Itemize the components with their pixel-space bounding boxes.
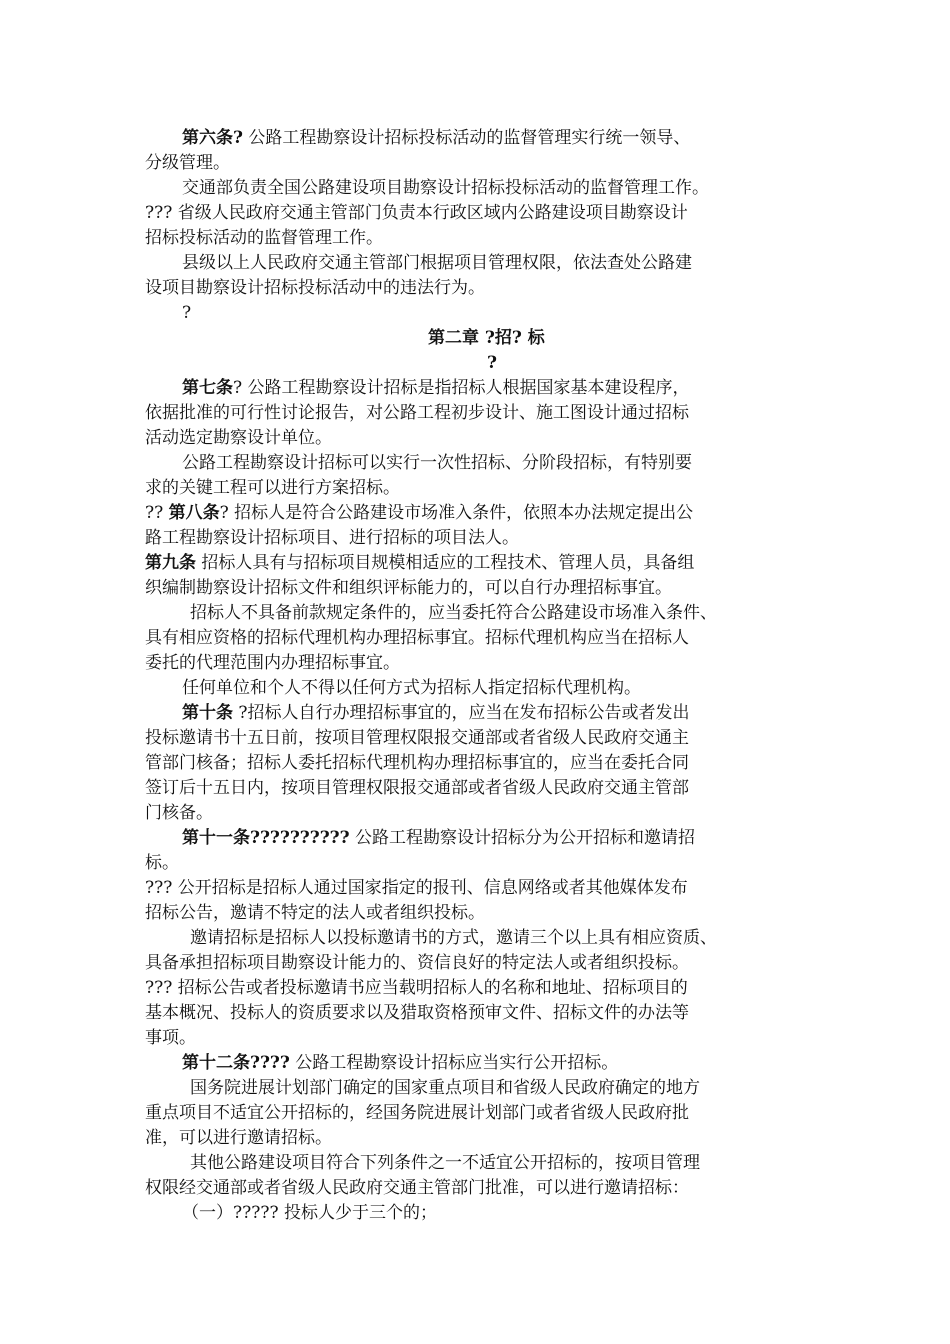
- chapter-heading-mark: ?: [487, 353, 497, 373]
- text-line: 设项目勘察设计招标投标活动中的违法行为。: [145, 278, 485, 298]
- article-8-heading: 第八条: [168, 503, 220, 523]
- text-line: 国务院进展计划部门确定的国家重点项目和省级人民政府确定的地方: [190, 1078, 700, 1098]
- text-line: 准，可以进行邀请招标。: [145, 1128, 332, 1148]
- article-10-heading: 第十条: [182, 703, 233, 723]
- text-line: 织编制勘察设计招标文件和组织评标能力的，可以自行办理招标事宜。: [145, 578, 672, 598]
- text-line: 交通部负责全国公路建设项目勘察设计招标投标活动的监督管理工作。: [182, 178, 709, 198]
- text-line: 县级以上人民政府交通主管部门根据项目管理权限，依法查处公路建: [182, 253, 692, 273]
- article-6-line-1: 第六条? 公路工程勘察设计招标投标活动的监督管理实行统一领导、: [182, 128, 691, 148]
- text-line: 招标公告，邀请不特定的法人或者组织投标。: [145, 903, 485, 923]
- text-line: 投标邀请书十五日前，按项目管理权限报交通部或者省级人民政府交通主: [145, 728, 689, 748]
- article-8-line-1: ?? 第八条? 招标人是符合公路建设市场准入条件，依照本办法规定提出公: [145, 503, 694, 523]
- list-item-1: （一）????? 投标人少于三个的；: [182, 1203, 437, 1223]
- article-7-line-1: 第七条? 公路工程勘察设计招标是指招标人根据国家基本建设程序，: [182, 378, 690, 398]
- text-line: 招标投标活动的监督管理工作。: [145, 228, 383, 248]
- text-line: 分级管理。: [145, 153, 230, 173]
- text-line: 权限经交通部或者省级人民政府交通主管部门批准，可以进行邀请招标：: [145, 1178, 689, 1198]
- text-line: 活动选定勘察设计单位。: [145, 428, 332, 448]
- text-line: 委托的代理范围内办理招标事宜。: [145, 653, 400, 673]
- chapter-2-heading: 第二章 ?招? 标: [428, 328, 545, 348]
- text-line: 招标人不具备前款规定条件的，应当委托符合公路建设市场准入条件、: [190, 603, 717, 623]
- text-line: 门核备。: [145, 803, 213, 823]
- article-11-heading: 第十一条??????????: [182, 828, 350, 848]
- text-line: 其他公路建设项目符合下列条件之一不适宜公开招标的，按项目管理: [190, 1153, 700, 1173]
- article-9-line-1: 第九条 招标人具有与招标项目规模相适应的工程技术、管理人员，具备组: [145, 553, 695, 573]
- text-line: 邀请招标是招标人以投标邀请书的方式，邀请三个以上具有相应资质、: [190, 928, 717, 948]
- article-11-line-1: 第十一条?????????? 公路工程勘察设计招标分为公开招标和邀请招: [182, 828, 696, 848]
- article-10-line-1: 第十条 ?招标人自行办理招标事宜的，应当在发布招标公告或者发出: [182, 703, 690, 723]
- text-line: 具有相应资格的招标代理机构办理招标事宜。招标代理机构应当在招标人: [145, 628, 689, 648]
- article-12-heading: 第十二条????: [182, 1053, 290, 1073]
- article-7-heading: 第七条: [182, 378, 233, 398]
- article-9-heading: 第九条: [145, 553, 196, 573]
- text-line: 任何单位和个人不得以任何方式为招标人指定招标代理机构。: [182, 678, 641, 698]
- text-line: 重点项目不适宜公开招标的，经国务院进展计划部门或者省级人民政府批: [145, 1103, 689, 1123]
- article-6-heading: 第六条?: [182, 128, 243, 148]
- text-line: ?: [182, 303, 192, 323]
- text-line: 基本概况、投标人的资质要求以及猎取资格预审文件、招标文件的办法等: [145, 1003, 689, 1023]
- text-line: 具备承担招标项目勘察设计能力的、资信良好的特定法人或者组织投标。: [145, 953, 689, 973]
- text-line: 事项。: [145, 1028, 196, 1048]
- text-line: 标。: [145, 853, 179, 873]
- text-line: ??? 省级人民政府交通主管部门负责本行政区域内公路建设项目勘察设计: [145, 203, 688, 223]
- text-line: ??? 公开招标是招标人通过国家指定的报刊、信息网络或者其他媒体发布: [145, 878, 688, 898]
- text-line: 签订后十五日内，按项目管理权限报交通部或者省级人民政府交通主管部: [145, 778, 689, 798]
- text-line: 公路工程勘察设计招标可以实行一次性招标、分阶段招标，有特别要: [182, 453, 692, 473]
- text-line: 依据批准的可行性讨论报告，对公路工程初步设计、施工图设计通过招标: [145, 403, 689, 423]
- article-12-line-1: 第十二条???? 公路工程勘察设计招标应当实行公开招标。: [182, 1053, 619, 1073]
- text-line: ??? 招标公告或者投标邀请书应当载明招标人的名称和地址、招标项目的: [145, 978, 688, 998]
- text-line: 求的关键工程可以进行方案招标。: [145, 478, 400, 498]
- text-line: 路工程勘察设计招标项目、进行招标的项目法人。: [145, 528, 519, 548]
- text-line: 管部门核备；招标人委托招标代理机构办理招标事宜的，应当在委托合同: [145, 753, 689, 773]
